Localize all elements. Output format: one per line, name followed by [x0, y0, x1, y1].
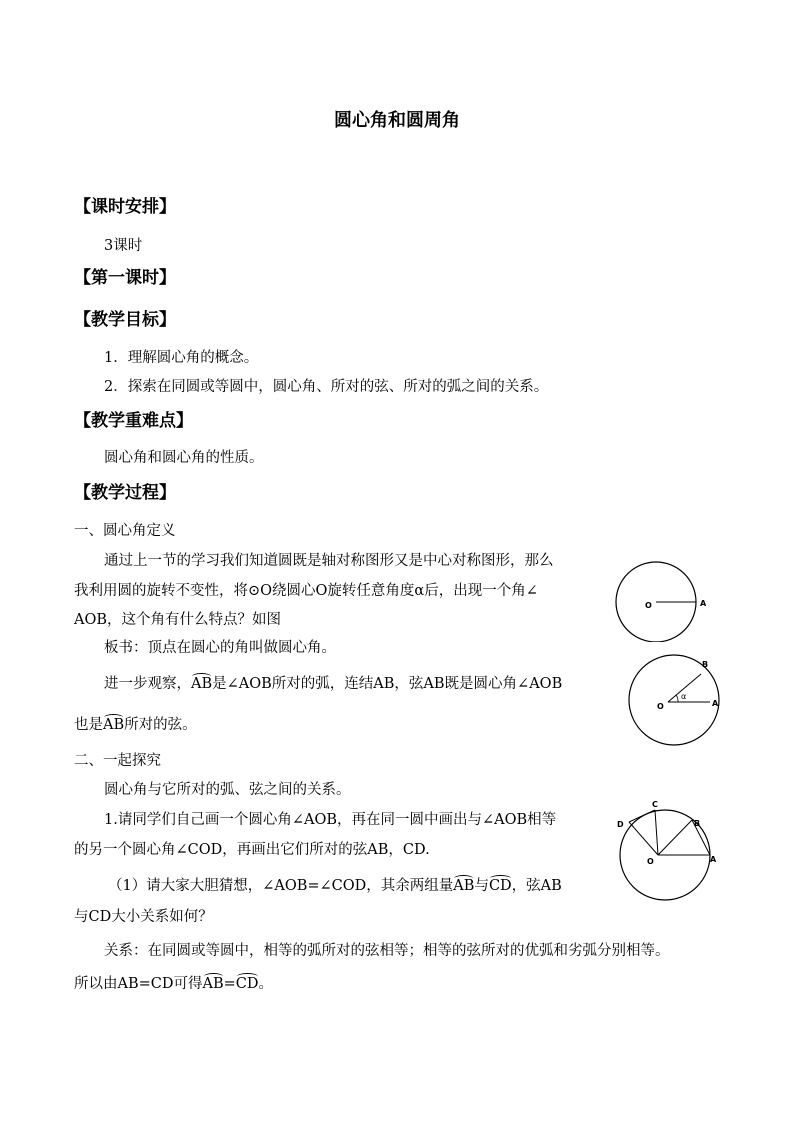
arc-ab-symbol: AB — [453, 878, 475, 894]
arc-cd-symbol: CD — [235, 976, 259, 992]
part2-line6: 关系：在同圆或等圆中，相等的弧所对的弦相等；相等的弦所对的优弧和劣弧分别相等。 — [104, 943, 670, 959]
radius-oc — [655, 810, 658, 855]
label-a: A — [710, 855, 717, 864]
label-a: A — [712, 699, 719, 708]
part2-line3: 的另一个圆心角∠COD，再画出它们所对的弦AB，CD. — [74, 842, 430, 858]
part1-line6: 也是AB所对的弦。 — [74, 717, 197, 733]
part1-line4: 板书：顶点在圆心的角叫做圆心角。 — [104, 640, 336, 656]
goal-2: 2．探索在同圆或等圆中，圆心角、所对的弦、所对的弧之间的关系。 — [104, 379, 549, 395]
label-o: O — [657, 702, 664, 711]
figure-circle-radius — [608, 550, 720, 642]
schedule-heading: 【课时安排】 — [74, 197, 176, 217]
radius-ob — [658, 820, 692, 855]
part1-line3: AOB，这个角有什么特点？如图 — [74, 612, 282, 628]
part1-line1: 通过上一节的学习我们知道圆既是轴对称图形又是中心对称图形，那么 — [104, 553, 554, 569]
label-o: O — [647, 857, 654, 866]
part2-line2: 1.请同学们自己画一个圆心角∠AOB，再在同一圆中画出与∠AOB相等 — [104, 812, 557, 828]
key-points-text: 圆心角和圆心角的性质。 — [104, 450, 264, 466]
label-a: A — [700, 599, 707, 608]
figure-central-angle — [618, 652, 728, 746]
arc-ab-symbol: AB — [103, 717, 125, 733]
label-alpha: α — [681, 692, 687, 701]
key-points-heading: 【教学重难点】 — [74, 411, 193, 431]
part2-line1: 圆心角与它所对的弧、弦之间的关系。 — [104, 782, 351, 798]
figure-equal-angles — [612, 792, 724, 902]
goals-heading: 【教学目标】 — [74, 310, 176, 330]
angle-arc — [676, 695, 678, 702]
label-b: B — [702, 660, 709, 669]
part2-line4: （1）请大家大胆猜想，∠AOB=∠COD，其余两组量AB与CD，弦AB — [108, 878, 562, 894]
chord-cd — [629, 810, 655, 822]
label-d: D — [617, 820, 624, 829]
label-b: B — [694, 819, 701, 828]
arc-cd-symbol: CD — [488, 878, 512, 894]
part2-line5: 与CD大小关系如何？ — [74, 909, 213, 925]
process-heading: 【教学过程】 — [74, 483, 176, 503]
label-o: O — [645, 601, 652, 610]
part1-line5: 进一步观察，AB是∠AOB所对的弧，连结AB，弦AB既是圆心角∠AOB — [104, 676, 563, 692]
page-title: 圆心角和圆周角 — [334, 110, 460, 131]
part2-line7: 所以由AB=CD可得AB=CD。 — [74, 976, 274, 992]
part1-line2: 我利用圆的旋转不变性，将⊙O绕圆心O旋转任意角度α后，出现一个角∠ — [74, 583, 538, 599]
label-c: C — [652, 800, 658, 809]
schedule-value: 3课时 — [104, 238, 143, 254]
goal-1: 1．理解圆心角的概念。 — [104, 350, 259, 366]
first-lesson-heading: 【第一课时】 — [74, 268, 176, 288]
radius-od — [629, 822, 658, 855]
part1-heading: 一、圆心角定义 — [74, 523, 176, 539]
part2-heading: 二、一起探究 — [74, 753, 161, 769]
arc-ab-symbol: AB — [202, 976, 224, 992]
arc-ab-symbol: AB — [191, 676, 213, 692]
